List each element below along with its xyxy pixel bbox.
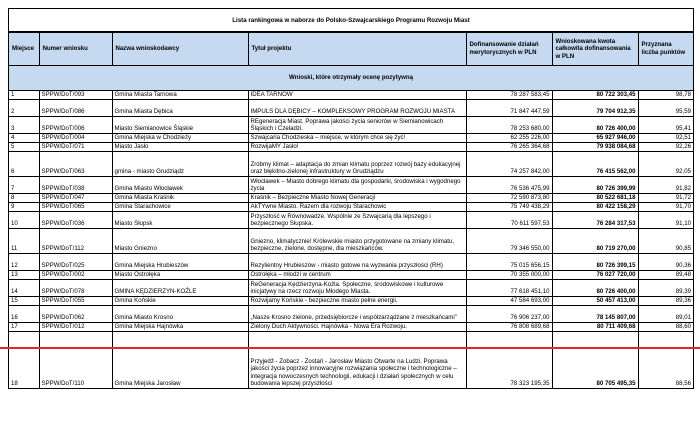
number-cell: SPPW/DoT/062 bbox=[39, 306, 112, 323]
number-cell: SPPW/DoT/112 bbox=[39, 229, 112, 254]
total-funding-cell: 80 726 400,00 bbox=[552, 280, 638, 297]
title-cell: ReGeneracja Kędzierzyna-Koźla. Społeczne, środowiskowe i kulturowe inicjatywy na rzecz rozwoju Młodego Miasta. bbox=[248, 280, 466, 297]
table-row bbox=[9, 203, 693, 212]
total-funding-cell: 79 938 084,68 bbox=[552, 143, 638, 152]
applicant-cell: Gmina Miejska Hajnówka bbox=[112, 323, 248, 332]
merit-funding-cell: 78 253 680,00 bbox=[466, 117, 552, 134]
merit-funding-cell: 62 255 226,00 bbox=[466, 134, 552, 143]
number-cell: SPPW/DoT/093 bbox=[39, 91, 112, 100]
place-cell: 11 bbox=[9, 229, 39, 254]
total-funding-cell: 80 522 681,18 bbox=[552, 194, 638, 203]
place-cell: 13 bbox=[9, 271, 39, 280]
points-cell: 89,36 bbox=[638, 297, 693, 306]
table-row bbox=[9, 177, 693, 194]
title-cell: Zróbmy klimat – adaptacja do zmian klimatu poprzez rozwój bazy edukacyjnej oraz błękitno-zielonej infrastruktury w Grudziądzu bbox=[248, 152, 466, 177]
cutoff-line bbox=[0, 347, 700, 349]
points-cell: 89,48 bbox=[638, 271, 693, 280]
place-cell: 18 bbox=[9, 332, 39, 389]
applicant-cell: Gmina Starachowice bbox=[112, 203, 248, 212]
points-cell: 95,41 bbox=[638, 117, 693, 134]
number-cell: SPPW/DoT/055 bbox=[39, 297, 112, 306]
title-cell: Włocławek – Miasto dobrego klimatu dla gospodarki, środowiska i wygodnego życia bbox=[248, 177, 466, 194]
applicant-cell: Miasto Jasło bbox=[112, 143, 248, 152]
applicant-cell: Miasto Ostrołęka bbox=[112, 271, 248, 280]
total-funding-cell: 80 705 495,35 bbox=[552, 332, 638, 389]
table-row bbox=[9, 323, 693, 332]
points-cell: 88,56 bbox=[638, 332, 693, 389]
title-cell: Zielony Duch Aktywności. Hajnówka - Nowa Era Rozwoju. bbox=[248, 323, 466, 332]
number-cell: SPPW/DoT/065 bbox=[39, 203, 112, 212]
applicant-cell: Gmina Końskie bbox=[112, 297, 248, 306]
header-merit-funding: Dofinansowanie działań merytorycznych w PLN bbox=[466, 33, 552, 66]
merit-funding-cell: 78 323 195,35 bbox=[466, 332, 552, 389]
table-row bbox=[9, 143, 693, 152]
number-cell: SPPW/DoT/025 bbox=[39, 254, 112, 271]
number-cell: SPPW/DoT/036 bbox=[39, 212, 112, 229]
place-cell: 3 bbox=[9, 117, 39, 134]
applicant-cell: Miasto Gniezno bbox=[112, 229, 248, 254]
title-cell: REgeneracja Miast. Poprawa jakości życia seniorów w Siemianowicach Śląskich i Czeladzi. bbox=[248, 117, 466, 134]
total-funding-cell: 80 719 270,00 bbox=[552, 229, 638, 254]
header-total-funding: Wnioskowana kwota całkowita dofinansowania w PLN bbox=[552, 33, 638, 66]
number-cell: SPPW/DoT/002 bbox=[39, 271, 112, 280]
title-cell: Przyszłość w Równowadze. Wspólnie ze Szwajcarią dla lepszego i bezpiecznego Słupska. bbox=[248, 212, 466, 229]
total-funding-cell: 80 726 400,00 bbox=[552, 117, 638, 134]
merit-funding-cell: 76 536 475,99 bbox=[466, 177, 552, 194]
section-label: Wnioski, które otrzymały ocenę pozytywną bbox=[9, 66, 693, 91]
merit-funding-cell: 76 808 689,68 bbox=[466, 323, 552, 332]
header-row bbox=[9, 33, 693, 66]
points-cell: 91,10 bbox=[638, 212, 693, 229]
total-funding-cell: 80 722 303,45 bbox=[552, 91, 638, 100]
title-cell: Kraśnik – Bezpieczne Miasto Nowej Generacji bbox=[248, 194, 466, 203]
applicant-cell: Gmina Miasta Kraśnik bbox=[112, 194, 248, 203]
table-row bbox=[9, 194, 693, 203]
merit-funding-cell: 77 618 451,10 bbox=[466, 280, 552, 297]
total-funding-cell: 76 415 562,00 bbox=[552, 152, 638, 177]
place-cell: 8 bbox=[9, 194, 39, 203]
applicant-cell: GMINA KĘDZIERZYN-KOŹLE bbox=[112, 280, 248, 297]
total-funding-cell: 78 145 807,00 bbox=[552, 306, 638, 323]
applicant-cell: Gmina Miasto Włocławek bbox=[112, 177, 248, 194]
number-cell: SPPW/DoT/063 bbox=[39, 152, 112, 177]
merit-funding-cell: 47 584 693,00 bbox=[466, 297, 552, 306]
place-cell: 9 bbox=[9, 203, 39, 212]
merit-funding-cell: 79 346 550,00 bbox=[466, 229, 552, 254]
title-cell: Szwajcaria Chodzieska – miejsce, w którym chce się żyć! bbox=[248, 134, 466, 143]
points-cell: 92,26 bbox=[638, 143, 693, 152]
place-cell: 16 bbox=[9, 306, 39, 323]
table-row bbox=[9, 306, 693, 323]
number-cell: SPPW/DoT/006 bbox=[39, 117, 112, 134]
total-funding-cell: 80 726 399,99 bbox=[552, 177, 638, 194]
applicant-cell: Gmina Miejska Jarosław bbox=[112, 332, 248, 389]
number-cell: SPPW/DoT/012 bbox=[39, 323, 112, 332]
number-cell: SPPW/DoT/086 bbox=[39, 100, 112, 117]
merit-funding-cell: 70 611 597,53 bbox=[466, 212, 552, 229]
place-cell: 10 bbox=[9, 212, 39, 229]
points-cell: 89,01 bbox=[638, 306, 693, 323]
points-cell: 91,72 bbox=[638, 194, 693, 203]
total-funding-cell: 80 422 158,29 bbox=[552, 203, 638, 212]
number-cell: SPPW/DoT/078 bbox=[39, 280, 112, 297]
applicant-cell: Gmina Miejska Hrubieszów bbox=[112, 254, 248, 271]
place-cell: 14 bbox=[9, 280, 39, 297]
total-funding-cell: 65 927 946,00 bbox=[552, 134, 638, 143]
title-cell: IMPULS DLA DĘBICY – KOMPLEKSOWY PROGRAM ROZWOJU MIASTA bbox=[248, 100, 466, 117]
title-cell: IDEA TARNÓW bbox=[248, 91, 466, 100]
points-cell: 91,70 bbox=[638, 203, 693, 212]
merit-funding-cell: 74 257 842,00 bbox=[466, 152, 552, 177]
table-row bbox=[9, 152, 693, 177]
place-cell: 17 bbox=[9, 323, 39, 332]
points-cell: 98,78 bbox=[638, 91, 693, 100]
points-cell: 95,59 bbox=[638, 100, 693, 117]
header-title: Tytuł projektu bbox=[248, 33, 466, 66]
number-cell: SPPW/DoT/071 bbox=[39, 143, 112, 152]
title-cell: Przyjedź - Zobacz - Zostań - Jarosław Miasto Otwarte na Ludzi. Poprawa jakości życia poprzez innowacyjne rozwiązania społeczne i technologiczne – integracja nowoczesnych technologii, edukacji i działań społecznych w celu budowania lepszej przyszłości bbox=[248, 332, 466, 389]
merit-funding-cell: 76 265 364,68 bbox=[466, 143, 552, 152]
merit-funding-cell: 70 355 000,00 bbox=[466, 271, 552, 280]
table-row bbox=[9, 100, 693, 117]
place-cell: 1 bbox=[9, 91, 39, 100]
place-cell: 15 bbox=[9, 297, 39, 306]
points-cell: 92,51 bbox=[638, 134, 693, 143]
title-cell: AkTYwne Miasto. Razem dla rozwoju Starachowic bbox=[248, 203, 466, 212]
total-funding-cell: 50 457 413,00 bbox=[552, 297, 638, 306]
number-cell: SPPW/DoT/004 bbox=[39, 134, 112, 143]
table-row bbox=[9, 134, 693, 143]
title-cell: Rezylientny Hrubieszów - miasto gotowe na wyzwania przyszłości (RH) bbox=[248, 254, 466, 271]
merit-funding-cell: 71 847 447,59 bbox=[466, 100, 552, 117]
place-cell: 5 bbox=[9, 143, 39, 152]
header-applicant: Nazwa wnioskodawcy bbox=[112, 33, 248, 66]
applicant-cell: Miasto Siemianowice Śląskie bbox=[112, 117, 248, 134]
place-cell: 7 bbox=[9, 177, 39, 194]
total-funding-cell: 76 027 720,00 bbox=[552, 271, 638, 280]
table-row bbox=[9, 212, 693, 229]
number-cell: SPPW/DoT/038 bbox=[39, 177, 112, 194]
points-cell: 88,60 bbox=[638, 323, 693, 332]
merit-funding-cell: 78 287 583,45 bbox=[466, 91, 552, 100]
points-cell: 90,85 bbox=[638, 229, 693, 254]
table-row bbox=[9, 229, 693, 254]
header-number: Numer wniosku bbox=[39, 33, 112, 66]
table-row bbox=[9, 297, 693, 306]
merit-funding-cell: 75 015 656,15 bbox=[466, 254, 552, 271]
title-cell: Gniezno, klimatycznie! Królewskie miasto przygotowane na zmiany klimatu, bezpieczne, zielone, dostępne, dla mieszkańców. bbox=[248, 229, 466, 254]
total-funding-cell: 79 704 912,35 bbox=[552, 100, 638, 117]
table-row bbox=[9, 117, 693, 134]
header-place: Miejsce bbox=[9, 33, 39, 66]
place-cell: 6 bbox=[9, 152, 39, 177]
section-row bbox=[9, 66, 693, 91]
table-row bbox=[9, 91, 693, 100]
applicant-cell: Gmina Miasta Tarnowa bbox=[112, 91, 248, 100]
title-cell: RozwijaMY Jasło! bbox=[248, 143, 466, 152]
applicant-cell: Miasto Słupsk bbox=[112, 212, 248, 229]
number-cell: SPPW/DoT/110 bbox=[39, 332, 112, 389]
header-points: Przyznana liczba punktów bbox=[638, 33, 693, 66]
merit-funding-cell: 72 590 873,80 bbox=[466, 194, 552, 203]
applicant-cell: Gmina Miasta Dębica bbox=[112, 100, 248, 117]
merit-funding-cell: 76 906 237,00 bbox=[466, 306, 552, 323]
title-cell: Rozwijamy Końskie - bezpieczne miasto pełne energii. bbox=[248, 297, 466, 306]
table-row bbox=[9, 271, 693, 280]
points-cell: 91,82 bbox=[638, 177, 693, 194]
total-funding-cell: 80 711 409,68 bbox=[552, 323, 638, 332]
title-cell: „Nasze Krosno zielone, przedsiębiorcze i współzarządzane z mieszkańcami” bbox=[248, 306, 466, 323]
merit-funding-cell: 75 749 438,29 bbox=[466, 203, 552, 212]
place-cell: 4 bbox=[9, 134, 39, 143]
title-cell: Ostrołęka – młodzi w centrum bbox=[248, 271, 466, 280]
table-row bbox=[9, 280, 693, 297]
place-cell: 2 bbox=[9, 100, 39, 117]
number-cell: SPPW/DoT/047 bbox=[39, 194, 112, 203]
total-funding-cell: 80 726 399,15 bbox=[552, 254, 638, 271]
ranking-sheet bbox=[8, 8, 694, 389]
applicant-cell: gmina - miasto Grudziądz bbox=[112, 152, 248, 177]
applicant-cell: Gmina Miasto Krosno bbox=[112, 306, 248, 323]
total-funding-cell: 76 284 317,53 bbox=[552, 212, 638, 229]
applicant-cell: Gmina Miejska w Chodzieży bbox=[112, 134, 248, 143]
points-cell: 92,05 bbox=[638, 152, 693, 177]
sheet-title: Lista rankingowa w naborze do Polsko-Szwajcarskiego Programu Rozwoju Miast bbox=[9, 9, 693, 32]
ranking-table bbox=[9, 32, 693, 389]
table-row bbox=[9, 254, 693, 271]
place-cell: 12 bbox=[9, 254, 39, 271]
points-cell: 89,39 bbox=[638, 280, 693, 297]
table-row bbox=[9, 332, 693, 389]
points-cell: 90,36 bbox=[638, 254, 693, 271]
